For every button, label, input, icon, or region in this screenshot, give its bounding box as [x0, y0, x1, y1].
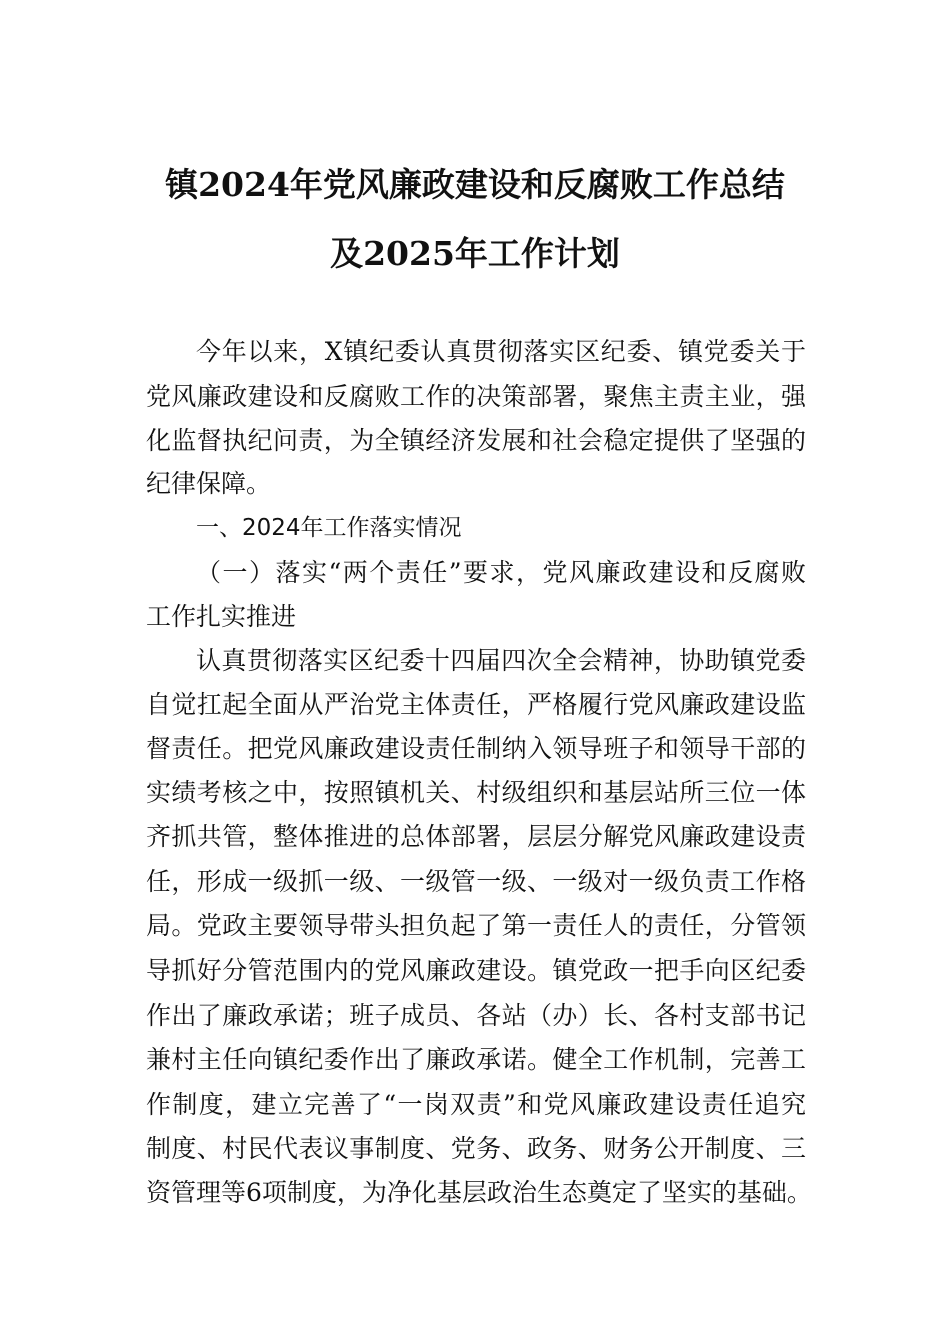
body-line: 自觉扛起全面从严治党主体责任，严格履行党风廉政建设监	[146, 690, 806, 719]
body-line: 实绩考核之中，按照镇机关、村级组织和基层站所三位一体	[146, 778, 806, 807]
intro-line: 化监督执纪问责，为全镇经济发展和社会稳定提供了坚强的	[146, 426, 806, 455]
intro-line: 纪律保障。	[146, 469, 272, 498]
document-title-line-1: 镇2024年党风廉政建设和反腐败工作总结	[165, 165, 785, 204]
body-line: 作出了廉政承诺；班子成员、各站（办）长、各村支部书记	[146, 1001, 806, 1030]
subsection-heading-line: 工作扎实推进	[146, 602, 297, 631]
body-line: 制度、村民代表议事制度、党务、政务、财务公开制度、三	[146, 1134, 806, 1163]
section-heading: 一、2024年工作落实情况	[196, 515, 462, 541]
body-line: 资管理等6项制度，为净化基层政治生态奠定了坚实的基础。	[146, 1178, 812, 1207]
intro-line: 今年以来，X镇纪委认真贯彻落实区纪委、镇党委关于	[196, 337, 806, 366]
body-line: 认真贯彻落实区纪委十四届四次全会精神，协助镇党委	[196, 646, 806, 675]
intro-line: 党风廉政建设和反腐败工作的决策部署，聚焦主责主业，强	[146, 382, 806, 411]
body-line: 兼村主任向镇纪委作出了廉政承诺。健全工作机制，完善工	[146, 1045, 806, 1074]
document-title-line-2: 及2025年工作计划	[330, 234, 620, 273]
body-line: 局。党政主要领导带头担负起了第一责任人的责任，分管领	[146, 911, 806, 940]
subsection-heading-line: （一）落实“两个责任”要求，党风廉政建设和反腐败	[196, 558, 806, 587]
body-line: 作制度，建立完善了“一岗双责”和党风廉政建设责任追究	[146, 1090, 806, 1119]
body-line: 督责任。把党风廉政建设责任制纳入领导班子和领导干部的	[146, 734, 806, 763]
body-line: 齐抓共管，整体推进的总体部署，层层分解党风廉政建设责	[146, 822, 806, 851]
body-line: 导抓好分管范围内的党风廉政建设。镇党政一把手向区纪委	[146, 956, 806, 985]
body-line: 任，形成一级抓一级、一级管一级、一级对一级负责工作格	[146, 867, 806, 896]
